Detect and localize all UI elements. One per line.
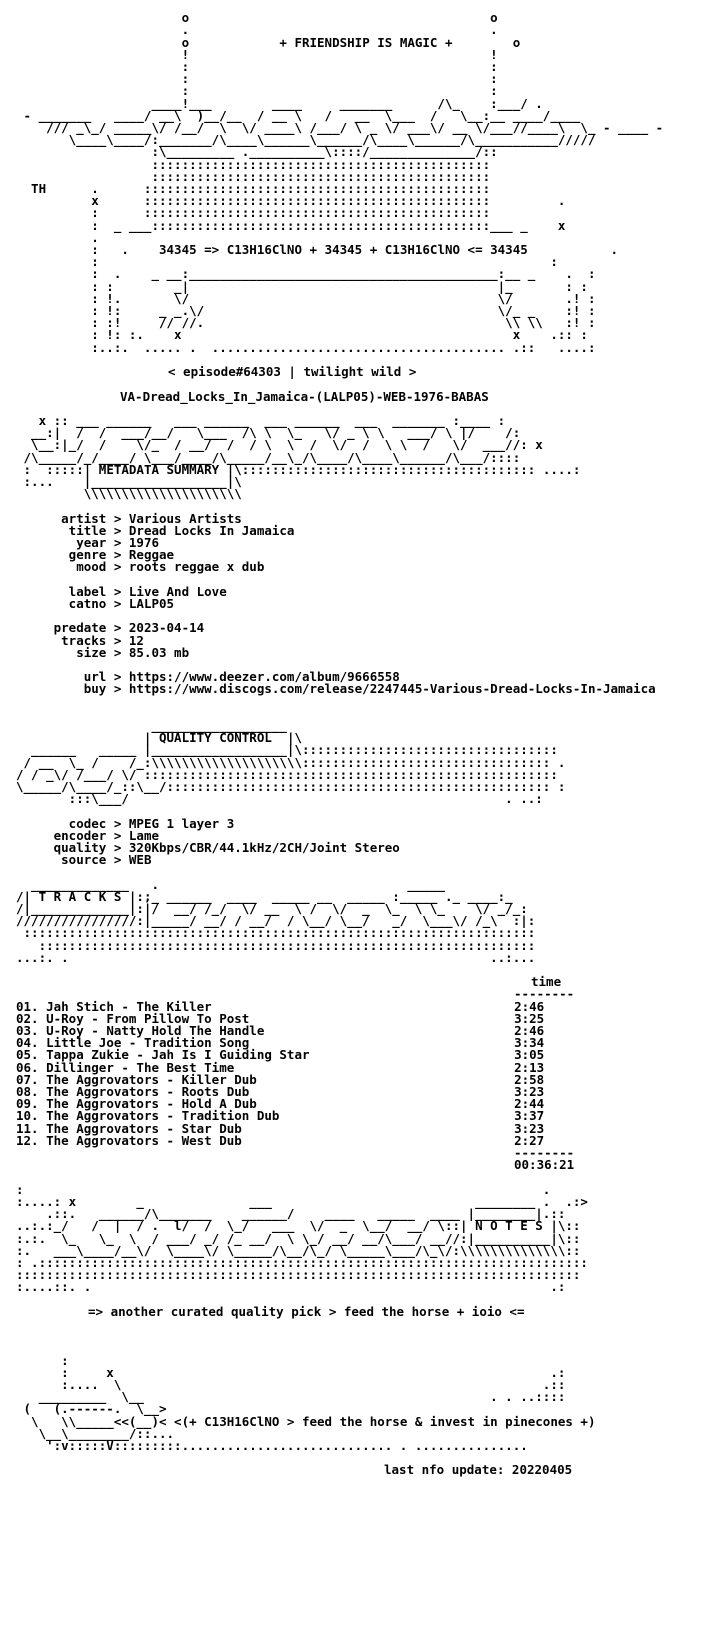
- footer-tagline: <(+ C13H16ClNO > feed the horse & invest in pinecones +): [174, 1413, 596, 1429]
- artist-value: Various Artists: [128, 510, 242, 526]
- track-time: 2:27: [514, 1132, 545, 1148]
- notes-section-title: N O T E S: [475, 1218, 543, 1234]
- track-row: 01. Jah Stich - The Killer 2:46: [16, 998, 545, 1014]
- predate-value: 2023-04-14: [128, 620, 205, 636]
- mood-value: roots reggae x dub: [128, 559, 265, 575]
- tracks-section-title: T R A C K S: [38, 888, 122, 904]
- track-time: 3:37: [514, 1108, 545, 1124]
- track-title: The Aggrovators - Tradition Dub: [46, 1108, 280, 1124]
- field-year-row: year > 1976: [16, 534, 159, 550]
- track-time: 3:05: [514, 1047, 545, 1063]
- track-title: Dillinger - The Best Time: [46, 1059, 235, 1075]
- encoder-value: Lame: [128, 827, 159, 843]
- metadata-fields: [16, 511, 656, 697]
- track-row: 04. Little Joe - Tradition Song 3:34: [16, 1035, 545, 1051]
- footer-ascii-art: : : x .: :.... \ .:: _________ \__ . . ..:::: ( (.------. \__> \ \\_____<<(__)<: [23, 1352, 566, 1429]
- track-time: 2:58: [514, 1071, 545, 1087]
- track-row: 12. The Aggrovators - West Dub 2:27: [16, 1132, 545, 1148]
- notes-line: => another curated quality pick > feed the horse + ioio <=: [88, 1303, 525, 1319]
- track-row: 02. U-Roy - From Pillow To Post 3:25: [16, 1010, 545, 1026]
- track-row: 05. Tappa Zukie - Jah Is I Guiding Star 3:05: [16, 1047, 545, 1063]
- track-row: 10. The Aggrovators - Tradition Dub 3:37: [16, 1108, 545, 1124]
- track-title: The Aggrovators - Star Dub: [46, 1120, 242, 1136]
- track-title: Jah Stich - The Killer: [46, 998, 212, 1014]
- track-title: The Aggrovators - Killer Dub: [46, 1071, 257, 1087]
- field-quality-row: quality > 320Kbps/CBR/44.1kHz/2CH/Joint Stereo: [16, 840, 400, 856]
- field-label-row: label > Live And Love: [16, 583, 227, 599]
- field-codec-row: codec > MPEG 1 layer 3: [16, 815, 235, 831]
- field-source-row: source > WEB: [16, 852, 152, 868]
- release-name: VA-Dread_Locks_In_Jamaica-(LALP05)-WEB-1976-BABAS: [120, 388, 489, 404]
- catno-value: LALP05: [128, 595, 175, 611]
- time-divider: --------: [514, 986, 575, 1002]
- notes-banner-art: : . :....: x _ ___ ________ . .:> .::. ______/\_______ ______/ ____ _____ ____ |________|.:: ..:.:_/ / | / . l/ / \_/ ___ \/ _ \__/ __/ \::|: [16, 1181, 588, 1234]
- track-row: 07. The Aggrovators - Killer Dub 2:58: [16, 1071, 545, 1087]
- track-title: The Aggrovators - Hold A Dub: [46, 1096, 257, 1112]
- field-size-row: size > 85.03 mb: [16, 644, 190, 660]
- quality-banner-art: __________________ |: [143, 717, 287, 746]
- genre-value: Reggae: [128, 547, 175, 563]
- track-time: 3:23: [514, 1120, 545, 1136]
- field-artist-row: artist > Various Artists: [16, 510, 242, 526]
- buy-link[interactable]: https://www.discogs.com/release/2247445-Various-Dread-Locks-In-Jamaica: [128, 681, 656, 697]
- header-ascii-art: o o . . o + FRIENDSHIP IS MAGIC + o ! ! : : : : : : ____!___ ____ _______ /\_ :___/ . - _______ ____/ __\ )__/__ / __ \ / __ \___ / \__:__ ____/____ /// _\_/ _____\/ /__/ \ \/ ____\ /___/ \ _ \/ ___\/ __ \/___//____\ \_ - ____ - \____\____/:_______/\____\______\______/\____\______/\___________///// :\_________ .__________\::::/______________/:: ::::::::::::::::::::::::::::::::::::::::::::: ::::::::::::::::::::::::::::::::::::::::::::: TH . :::::::::::::::::::::::::::::::::::::::::::::: x :::::::::::::::::::::::::::::::::::::::::::::: . : :::::::::::::::::::::::::::::::::::::::::::::: : _ ___:::::::::::::::::::::::::::::::::::::::::::::___ _ x . : .: [23, 10, 664, 258]
- track-title: U-Roy - From Pillow To Post: [46, 1010, 250, 1026]
- track-title: U-Roy - Natty Hold The Handle: [46, 1023, 265, 1039]
- tracklist: [16, 974, 574, 1172]
- field-buy-row: buy > https://www.discogs.com/release/2247445-Various-Dread-Locks-In-Jamaica: [16, 681, 656, 697]
- nfo-document: o o . . o + FRIENDSHIP IS MAGIC + o ! ! : : : : : : ____!___ ____ _______ /\_ :___/ . - _______ ____/ __\ )__/__ / __ \ / __ \___ / \__:__ ____/____ /// _\_/ _____\/ /__/ \ \/ ____\ /___/ \ _ \/ ___\/ __ \/___//____\ \_ - ____ - \____\____/:_______/\____\______\______/\____\______/\___________///// :\_________ .__________\::::/______________/:: ::::::::::::::::::::::::::::::::::::::::::::: ::::::::::::::::::::::::::::::::::::::::::::: TH . :::::::::::::::::::::::::::::::::::::::::::::: x :::::::::::::::::::::::::::::::::::::::::::::: . : :::::::::::::::::::::::::::::::::::::::::::::: : _ ___:::::::::::::::::::::::::::::::::::::::::::::___ _ x . : . 34345 => C13H16ClNO + 34345 + C13H16ClNO <= 34345 . : : : . _ __:_________________________________________:__ _ . : : : _| |_ : : : !. \/ \/ .! : : !: _ _.\/ \/_ _ :! : : :! // //. \\ \\ :! : : !: :. x x .:: : :..:. ..... . ....................................... .:: ....: < episode#64303 | twilight wild > VA-Dread_Locks_In_Jamaica-(LALP05)-WEB-1976-BABAS x :: ___ ______ ___ ______ ___ ______ ___ _______ :____ : __:| / / ___/__/ \___ /\ \ \_ \/ _ \ \ ___/ \ |/ /: \__:|_/ / \/_ / __/ / / \ \ / \/ / \ \ / \/ ___//: x /\_____/_/____/ \___/____/\_____/__\_/\____/\____\______/\___/:::: : :::::| METADATA SUMMARY |\::::::::::::::::::::::::::::::::::::::: ....: :... |__________________|\ \\\\\\\\\\\\\\\\\\\\\ artist > Various Artists title > Dread Locks In Jamaica year > 1976 genre > Reggae mood > roots reggae x dub label > Live And Love catno > LALP05 predate > 2023-04-14 tracks > 12 size > 85.03 mb url > https://www.deezer.com/album/9666558 buy > https://www.discogs.com/release/2247445-Various-Dread-Locks-In-Jamaica __________________ | QUALITY CONTROL |\ ______ _____ |__________________|\:::::::::::::::::::::::::::::::::: / __ \_ / /_:\\\\\\\\\\\\\\\\\\\\::::::::::::::::::::::::::::::::: . / / _\/ /___/ \/ ::::::::::::::::::::::::::::::::::::::::::::::::::::::: \_____/\____/_::\__/::::::::::::::::::::::::::::::::::::::::::::::::::: : :::\___/ . ..: codec > MPEG 1 layer 3 encoder > Lame quality > 320Kbps/CBR/44.1kHz/2CH/Joint Stereo source > WEB _____________ . _____ /| T R A C K S |:;_ ______ ____ _____ __ _____ :_____ ._ ____:_ /|_____________|:|/ __/ /_/ \/ __ \ / \/ _ \_ \ \_ \/ _/_: ////////////////:|_____/ __/ / __/ / \__/ \__/ _/ \___\/ /_\ :|: :::::::::::::::::::::::::::::::::::::::::::::::::::::::::::::::::::: :::::::::::::::::::::::::::::::::::::::::::::::::::::::::::::::::: ...:. . ..:... time -------- 01. Jah Stich - The Killer 2:46 02. U-Roy - From Pillow To Post 3:25 03. U-Roy - Natty Hold The Handle 2:46 04. Little Joe - Tradition Song 3:34 05. Tappa Zukie - Jah Is I Guiding Star 3:05 06. Dillinger - The Best Time 2:13 07. The Aggrovators - Killer Dub 2:58 08. The Aggrovators - Roots Dub 3:23 09. The Aggrovators - Hold A Dub 2:44 10. The Aggrovators - Tradition Dub 3:37 11. The Aggrovators - Star Dub 3:23 12. The Aggrovators - West Dub 2:27 -------- 00:36:21 : . :....: x _ ___ ________ . .:> .::. ______/\_______ ______/ ____ _____ ____ |________|.:: ..:.:_/ / | / . l/ / \_/ ___ \/ _ \__/ __/ \::| N O T E S |\:: :.:. \_ \_ \ / ___/ _/ /_ __/ \ \_/ __/ __/\___/ __//:|__________|\:: :. ___\____/__\/ \____\/ \_____/\__/\_/ \_____\___/\_\/:\\\\\\\\\\\\\\:: : .::::::::::::::::::::::::::::::::::::::::::::::::::::::::::::::::::::::::: ::::::::::::::::::::::::::::::::::::::::::::::::::::::::::::::::::::::::::: :....::. . .: => another curated quality pick > feed the horse + ioio <= : : x .: :.... \ .:: _________ \__ . . ..:::: ( (.------. \__> \ \\_____<<(__)< <(+ C13H16ClNO > feed the horse & invest in pinecones +) \__\________/::... ':v:::::V:::::::::............................ . ............... last nfo update: 20220405: [16, 10, 664, 1478]
- field-genre-row: genre > Reggae: [16, 547, 175, 563]
- track-time: 2:46: [514, 1023, 545, 1039]
- field-predate-row: predate > 2023-04-14: [16, 620, 205, 636]
- size-value: 85.03 mb: [128, 644, 190, 660]
- source-value: WEB: [128, 852, 152, 868]
- track-time: 3:25: [514, 1010, 545, 1026]
- track-row: 08. The Aggrovators - Roots Dub 3:23: [16, 1084, 545, 1100]
- codec-value: MPEG 1 layer 3: [128, 815, 235, 831]
- metadata-banner-art: x :: ___ ______ ___ ______ ___ ______ ___ _______ :____ : __:| / / ___/__/ \___ /\ \ \_ \/ _ \ \ ___/ \ |/ /: \__:|_/ / \/_ / __/ / / \ \ / \/ / \ \ / \/ ___//: x /\_____/_/____/ \___/____/\_____/__\_/\____/\____\______/\___/:::: : :::::|: [23, 412, 543, 477]
- track-time: 2:13: [514, 1059, 545, 1075]
- track-title: The Aggrovators - Roots Dub: [46, 1084, 250, 1100]
- time-header: time: [531, 974, 562, 990]
- tracks-value: 12: [128, 632, 144, 648]
- quality-value: 320Kbps/CBR/44.1kHz/2CH/Joint Stereo: [128, 840, 400, 856]
- total-time: 00:36:21: [514, 1157, 575, 1173]
- tracks-banner-art: _____________ . _____ /|: [16, 876, 445, 904]
- field-catno-row: catno > LALP05: [16, 595, 175, 611]
- time-divider: --------: [514, 1145, 575, 1161]
- track-row: 11. The Aggrovators - Star Dub 3:23: [16, 1120, 545, 1136]
- chemistry-line: 34345 => C13H16ClNO + 34345 + C13H16ClNO <= 34345: [159, 242, 528, 258]
- track-title: Little Joe - Tradition Song: [46, 1035, 250, 1051]
- year-value: 1976: [128, 534, 159, 550]
- track-time: 2:44: [514, 1096, 545, 1112]
- quality-fields: [16, 816, 400, 868]
- label-value: Live And Love: [128, 583, 227, 599]
- field-encoder-row: encoder > Lame: [16, 827, 159, 843]
- field-url-row: url > https://www.deezer.com/album/9666558: [16, 669, 400, 685]
- track-time: 2:46: [514, 998, 545, 1014]
- track-row: 06. Dillinger - The Best Time 2:13: [16, 1059, 545, 1075]
- metadata-section-title: METADATA SUMMARY: [98, 461, 220, 477]
- field-tracks-row: tracks > 12: [16, 632, 144, 648]
- track-row: 09. The Aggrovators - Hold A Dub 2:44: [16, 1096, 545, 1112]
- episode-line: < episode#64303 | twilight wild >: [168, 364, 417, 380]
- track-title: The Aggrovators - West Dub: [46, 1132, 242, 1148]
- track-row: 03. U-Roy - Natty Hold The Handle 2:46: [16, 1023, 545, 1039]
- ornament-tagline: + FRIENDSHIP IS MAGIC +: [279, 34, 453, 50]
- track-time: 3:23: [514, 1084, 545, 1100]
- field-mood-row: mood > roots reggae x dub: [16, 559, 265, 575]
- last-update: last nfo update: 20220405: [384, 1462, 573, 1478]
- field-title-row: title > Dread Locks In Jamaica: [16, 522, 295, 538]
- title-value: Dread Locks In Jamaica: [128, 522, 295, 538]
- track-title: Tappa Zukie - Jah Is I Guiding Star: [46, 1047, 310, 1063]
- quality-section-title: QUALITY CONTROL: [159, 730, 272, 746]
- track-time: 3:34: [514, 1035, 545, 1051]
- url-link[interactable]: https://www.deezer.com/album/9666558: [128, 669, 400, 685]
